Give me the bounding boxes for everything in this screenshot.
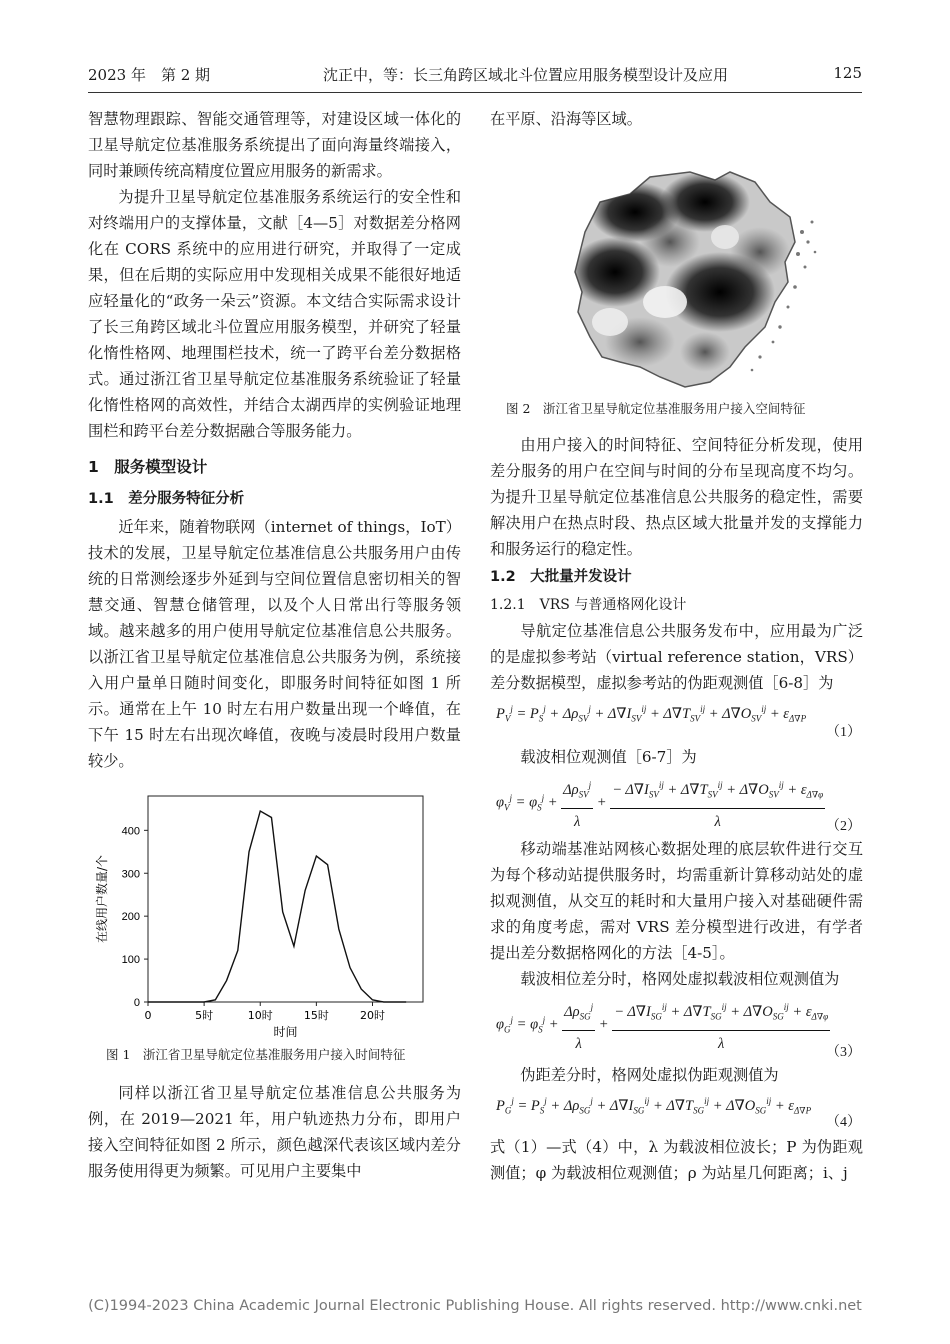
copyright-footer: (C)1994-2023 China Academic Journal Electronic Publishing House. All rights reserved. http://www.cnki.net [88, 1298, 862, 1314]
paragraph: 在平原、沿海等区域。 [490, 110, 642, 128]
paragraph: 式（1）—式（4）中，λ 为载波相位波长；P 为伪距观测值；φ 为载波相位观测值；ρ 为站星几何距离；i、j [490, 1138, 863, 1182]
paragraph: 近年来，随着物联网（internet of things，IoT）技术的发展，卫星导航定位基准信息公共服务用户由传统的日常测绘逐步外延到与空间位置信息密切相关的智慧交通、智慧仓储管理，以及个人日常出行等服务领域。越来越多的用户使用导航定位基准信息公共服务。以浙江省卫星导航定位基准信息公共服务为例，系统接入用户量单日随时间变化，即服务时间特征如图 1 所示。通常在上午 10 时左右用户数量出现一个峰值，在下午 15 时左右出现次峰值，夜晚与凌晨时段用户数量较少。 [88, 518, 461, 770]
paragraph: 由用户接入的时间特征、空间特征分析发现，使用差分服务的用户在空间与时间的分布呈现高度不均匀。为提升卫星导航定位基准信息公共服务的稳定性，需要解决用户在热点时段、热点区域大批量并发的支撑能力和服务运行的稳定性。 [490, 436, 863, 558]
header-rule [88, 92, 862, 93]
left-column [88, 106, 461, 1184]
page-number: 125 [833, 64, 862, 82]
paragraph: 伪距差分时，格网处虚拟伪距观测值为 [520, 1066, 779, 1084]
x-axis-label: 时间 [273, 1025, 298, 1039]
y-tick-label: 400 [121, 825, 140, 838]
x-tick-label: 5时 [195, 1009, 214, 1022]
equation-number: （1） [826, 725, 861, 740]
issue-label: 2023 年 第 2 期 [88, 66, 211, 84]
paragraph: 移动端基准站网核心数据处理的底层软件进行交互为每个移动站提供服务时，均需重新计算移动站处的虚拟观测值，从交互的耗时和大量用户接入对基础硬件需求的角度考虑，需对 VRS 差分模型进行改进，有学者提出差分数据格网化的方法［4-5］。 [490, 840, 863, 962]
y-axis-label: 在线用户数量/个 [95, 854, 109, 944]
y-tick-label: 200 [121, 911, 140, 924]
paragraph: 同样以浙江省卫星导航定位基准信息公共服务为例，在 2019—2021 年，用户轨迹热力分布，即用户接入空间特征如图 2 所示，颜色越深代表该区域内差分服务使用得更为频繁。可见用户主要集中 [88, 1084, 461, 1180]
running-header [88, 64, 862, 90]
x-tick-label: 15时 [303, 1009, 329, 1022]
series-line [148, 811, 406, 1002]
line-chart [88, 788, 461, 1040]
running-title: 沈正中，等：长三角跨区域北斗位置应用服务模型设计及应用 [323, 66, 729, 84]
right-column [490, 106, 863, 1186]
paragraph: 智慧物理跟踪、智能交通管理等，对建设区域一体化的卫星导航定位基准服务系统提出了面向海量终端接入，同时兼顾传统高精度位置应用服务的新需求。 [88, 110, 461, 180]
equation-number: （3） [826, 1045, 861, 1060]
paragraph: 载波相位观测值［6-7］为 [520, 748, 697, 766]
equation-number: （2） [826, 819, 861, 834]
paragraph: 导航定位基准信息公共服务发布中，应用最为广泛的是虚拟参考站（virtual reference station，VRS）差分数据模型，虚拟参考站的伪距观测值［6-8］为 [490, 622, 863, 692]
equation-1: $P_V^j = P_S^j + \Delta\rho_{SV}^j + \Delta\nabla I_{SV}^{ij} + \Delta\nabla T_{SV}^{ij} + \Delta\nabla O_{SV}^{ij} + \varepsilon_{\Delta\nabla P}$ （1） [490, 696, 863, 744]
subsection-heading: 1.2 大批量并发设计 [490, 569, 632, 585]
paragraph: 为提升卫星导航定位基准服务系统运行的安全性和对终端用户的支撑体量，文献［4—5］对数据差分格网化在 CORS 系统中的应用进行研究，并取得了一定成果，但在后期的实际应用中发现相关成果不能很好地适应轻量化的“政务一朵云”资源。本文结合实际需求设计了长三角跨区域北斗位置应用服务模型，并研究了轻量化惰性格网、地理围栏技术，统一了跨平台差分数据格式。通过浙江省卫星导航定位基准服务系统验证了轻量化惰性格网的高效性，并结合太湖西岸的实例验证地理围栏和跨平台差分数据融合等服务能力。 [88, 188, 461, 440]
plot-frame [148, 796, 423, 1002]
section-heading: 1 服务模型设计 [88, 458, 208, 476]
figure-1-caption: 图 1 浙江省卫星导航定位基准服务用户接入时间特征 [106, 1047, 406, 1062]
paragraph: 载波相位差分时，格网处虚拟载波相位观测值为 [520, 970, 840, 988]
equation-4: $P_G^j = P_S^j + \Delta\rho_{SG}^j + \Delta\nabla I_{SG}^{ij} + \Delta\nabla T_{SG}^{ij} + \Delta\nabla O_{SG}^{ij} + \varepsilon_{\Delta\nabla P}$ （4） [490, 1088, 863, 1134]
x-tick-label: 10时 [247, 1009, 273, 1022]
equation-3: $\varphi_G^j = \varphi_S^j$ + $\frac{\Delta\rho_{SG}^j}{\lambda}$ + $\frac{- \Delta\nabla I_{SG}^{ij} + \Delta\nabla T_{SG}^{ij} + \Delta\nabla O_{SG}^{ij} + \varepsilon_{\Delta\nabla\varphi}}{\lambda}$ （3） [490, 992, 863, 1062]
y-tick-label: 300 [121, 868, 140, 881]
y-tick-label: 0 [133, 997, 140, 1009]
subsubsection-heading: 1.2.1 VRS 与普通格网化设计 [490, 597, 687, 613]
x-tick-label: 20时 [359, 1009, 385, 1022]
figure-2 [490, 142, 863, 392]
figure-2-caption: 图 2 浙江省卫星导航定位基准服务用户接入空间特征 [506, 401, 806, 416]
heatmap-map [490, 142, 863, 392]
subsection-heading: 1.1 差分服务特征分析 [88, 491, 245, 507]
figure-1 [88, 788, 461, 1040]
y-tick-label: 100 [121, 954, 140, 967]
equation-number: （4） [826, 1115, 861, 1130]
x-tick-label: 0 [144, 1009, 152, 1022]
equation-2: $\varphi_V^j = \varphi_S^j$ + $\frac{\Delta\rho_{SV}^j}{\lambda}$ + $\frac{- \Delta\nabla I_{SV}^{ij} + \Delta\nabla T_{SV}^{ij} + \Delta\nabla O_{SV}^{ij} + \varepsilon_{\Delta\nabla\varphi}}{\lambda}$ （2） [490, 770, 863, 836]
